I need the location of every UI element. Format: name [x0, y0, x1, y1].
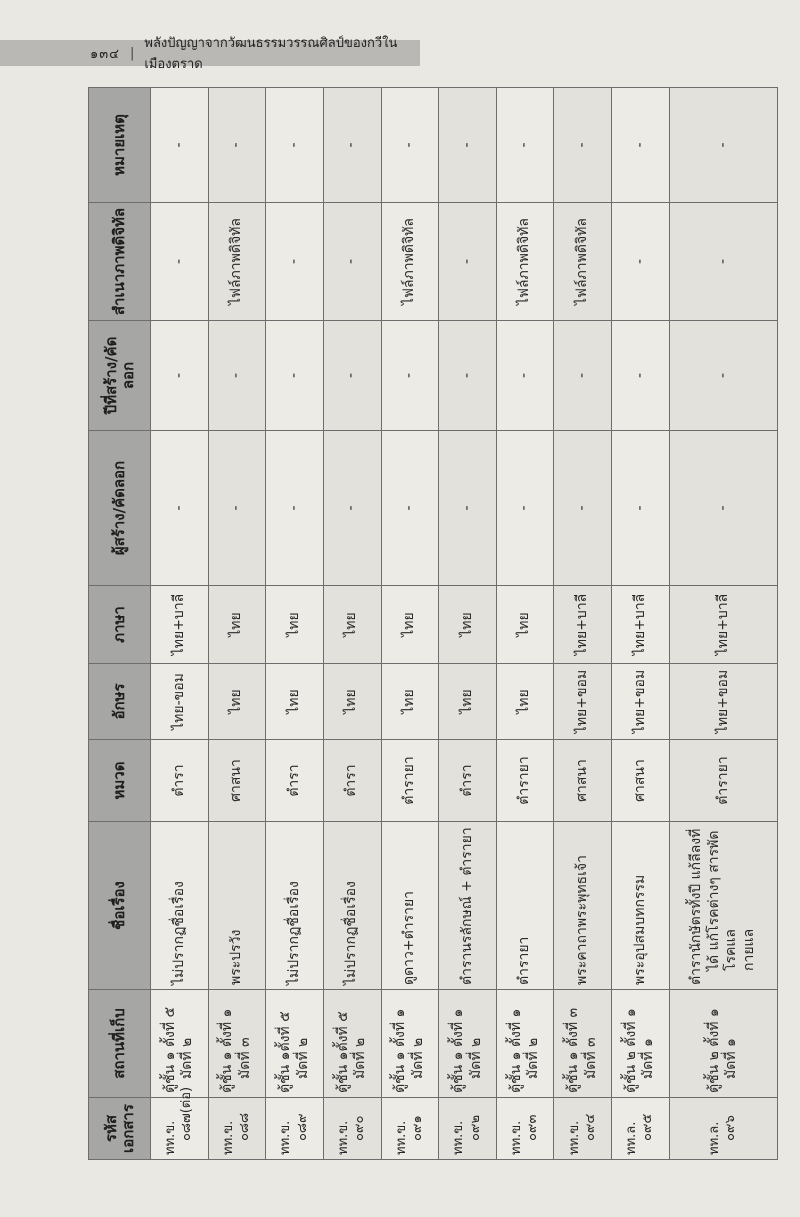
- category-cell-line: ศาสนา: [228, 759, 245, 802]
- storage-location-line: ตู้ชั้น ๑ ตั้งที่ ๕: [161, 1006, 178, 1093]
- table-row: [381, 88, 439, 1160]
- digital-copy-cell-line: ไฟล์ภาพดิจิทัล: [401, 218, 418, 305]
- note-cell: [151, 88, 209, 203]
- category-cell-line: ตำรายา: [401, 756, 418, 805]
- language-cell-line: ไทย+บาลี: [170, 593, 187, 656]
- year-cell-line: -: [458, 372, 475, 379]
- document-code-line: ๐๘๙: [294, 1113, 310, 1141]
- author-cell-line: -: [170, 505, 187, 511]
- category-cell: [554, 740, 612, 822]
- script-cell: [496, 664, 554, 740]
- storage-location-line: มัดที่ ๑: [723, 1038, 740, 1079]
- year-cell: [612, 321, 670, 431]
- language-cell-line: ไทย+บาลี: [714, 593, 731, 656]
- document-code: [151, 1086, 209, 1160]
- col-header-code: รหัสเอกสาร: [89, 1098, 151, 1160]
- author-cell-line: -: [401, 505, 418, 511]
- author-cell: [554, 431, 612, 586]
- header-row: [89, 88, 151, 1160]
- storage-location-line: ตู้ชั้น ๑ตั้งที่ ๕: [334, 1011, 351, 1093]
- note-cell-line: -: [285, 142, 302, 148]
- note-cell-line: -: [714, 142, 731, 148]
- storage-location-line: ตู้ชั้น ๑ ตั้งที่ ๑: [392, 1008, 409, 1093]
- script-cell: [323, 664, 381, 740]
- script-cell-line: ไทย: [458, 689, 475, 714]
- year-cell: [323, 321, 381, 431]
- storage-location-line: ตู้ชั้น ๑ ตั้งที่ ๓: [565, 1007, 582, 1093]
- digital-copy-cell-line: -: [714, 258, 731, 265]
- author-cell: [266, 431, 324, 586]
- digital-copy-cell: [496, 203, 554, 321]
- category-cell: [496, 740, 554, 822]
- document-title: [323, 822, 381, 990]
- script-cell: [151, 664, 209, 740]
- page-number: ๑๓๔: [90, 46, 120, 62]
- digital-copy-cell-line: ไฟล์ภาพดิจิทัล: [516, 218, 533, 305]
- book-title: พลังปัญญาจากวัฒนธรรมวรรณศิลป์ของกวีในเมืองตราด: [144, 36, 398, 72]
- language-cell-line: ไทย+บาลี: [631, 593, 648, 656]
- document-title-line: ตำรานักษัตรทั้งปี แก้ลีลงที่: [688, 828, 705, 985]
- storage-location-line: ตู้ชั้น ๑ตั้งที่ ๕: [277, 1011, 294, 1093]
- header-separator: |: [129, 45, 135, 61]
- storage-location: [323, 990, 381, 1098]
- script-cell-line: ไทย: [228, 689, 245, 714]
- author-cell-line: -: [285, 505, 302, 511]
- digital-copy-cell-line: -: [343, 258, 360, 265]
- language-cell: [669, 586, 777, 664]
- digital-copy-cell-line: -: [631, 258, 648, 265]
- year-cell-line: -: [574, 372, 591, 379]
- catalog-table-area: [88, 88, 778, 1160]
- storage-location-line: ตู้ชั้น ๒ ตั้งที่ ๑: [622, 1008, 639, 1093]
- author-cell-line: -: [574, 505, 591, 511]
- document-code-line: ทท.ข.: [393, 1120, 409, 1155]
- note-cell: [669, 88, 777, 203]
- document-code: [612, 1098, 670, 1160]
- document-code-line: ๐๙๔: [582, 1113, 598, 1141]
- script-cell-line: ไทย: [401, 689, 418, 714]
- year-cell-line: -: [631, 372, 648, 379]
- storage-location: [554, 990, 612, 1098]
- year-cell-line: -: [401, 372, 418, 379]
- digital-copy-cell: [381, 203, 439, 321]
- document-title: [612, 822, 670, 990]
- document-title-line: พระปรวัง: [228, 929, 245, 985]
- author-cell: [612, 431, 670, 586]
- category-cell-line: ตำรา: [170, 764, 187, 797]
- col-header-category: หมวด: [89, 740, 151, 822]
- document-code-line: ๐๘๗(ต่อ): [179, 1086, 195, 1141]
- document-title-line: พระคาถาพระพุทธเจ้า: [574, 855, 591, 985]
- digital-copy-cell: [151, 203, 209, 321]
- language-cell: [439, 586, 497, 664]
- digital-copy-cell-line: ไฟล์ภาพดิจิทัล: [228, 218, 245, 305]
- col-header-note: หมายเหตุ: [89, 88, 151, 203]
- storage-location: [496, 990, 554, 1098]
- digital-copy-cell: [669, 203, 777, 321]
- language-cell-line: ไทย: [458, 612, 475, 637]
- manuscript-catalog-table: [88, 87, 778, 1160]
- category-cell-line: ศาสนา: [574, 759, 591, 802]
- script-cell-line: ไทย+ขอม: [631, 669, 648, 734]
- category-cell-line: ตำรา: [343, 764, 360, 797]
- col-header-location: สถานที่เก็บ: [89, 990, 151, 1098]
- storage-location-line: มัดที่ ๒: [467, 1037, 484, 1079]
- year-cell: [554, 321, 612, 431]
- language-cell: [381, 586, 439, 664]
- table-row: [669, 88, 777, 1160]
- script-cell-line: ไทย: [343, 689, 360, 714]
- note-cell: [439, 88, 497, 203]
- year-cell: [208, 321, 266, 431]
- note-cell: [323, 88, 381, 203]
- author-cell-line: -: [516, 505, 533, 511]
- storage-location-line: ตู้ชั้น ๑ ตั้งที่ ๑: [219, 1008, 236, 1093]
- year-cell-line: -: [516, 372, 533, 379]
- language-cell-line: ไทย: [401, 612, 418, 637]
- category-cell: [151, 740, 209, 822]
- document-code-line: ทท.ข.: [451, 1120, 467, 1155]
- script-cell: [439, 664, 497, 740]
- digital-copy-cell: [439, 203, 497, 321]
- year-cell: [266, 321, 324, 431]
- language-cell: [554, 586, 612, 664]
- document-title: [381, 822, 439, 990]
- document-title: [151, 822, 209, 990]
- language-cell-line: ไทย: [285, 612, 302, 637]
- note-cell-line: -: [516, 142, 533, 148]
- year-cell-line: -: [343, 372, 360, 379]
- language-cell-line: ไทย+บาลี: [574, 593, 591, 656]
- language-cell-line: ไทย: [228, 612, 245, 637]
- author-cell: [208, 431, 266, 586]
- note-cell: [496, 88, 554, 203]
- category-cell: [323, 740, 381, 822]
- note-cell-line: -: [401, 142, 418, 148]
- script-cell-line: ไทย+ขอม: [714, 669, 731, 734]
- category-cell: [208, 740, 266, 822]
- note-cell: [266, 88, 324, 203]
- year-cell: [151, 321, 209, 431]
- document-title-line: ไม่ปรากฏชื่อเรื่อง: [285, 881, 302, 985]
- document-title-line: ได้ แก้โรคต่างๆ สารพัดโรคแล: [705, 830, 740, 971]
- document-code-line: ทท.ข.: [566, 1120, 582, 1155]
- author-cell-line: -: [714, 505, 731, 511]
- language-cell: [496, 586, 554, 664]
- col-header-title: ชื่อเรื่อง: [89, 822, 151, 990]
- script-cell-line: ไทย+ขอม: [574, 669, 591, 734]
- category-cell: [612, 740, 670, 822]
- language-cell: [151, 586, 209, 664]
- document-code-line: ๐๙๖: [723, 1115, 739, 1141]
- digital-copy-cell-line: -: [458, 258, 475, 265]
- document-code: [554, 1098, 612, 1160]
- category-cell-line: ตำรา: [285, 764, 302, 797]
- note-cell: [612, 88, 670, 203]
- document-code-line: ๐๙๓: [525, 1114, 541, 1141]
- language-cell: [612, 586, 670, 664]
- storage-location: [669, 990, 777, 1098]
- category-cell-line: ศาสนา: [631, 759, 648, 802]
- document-code-line: ๐๙๐: [352, 1115, 368, 1141]
- script-cell: [266, 664, 324, 740]
- storage-location-line: มัดที่ ๒: [409, 1037, 426, 1079]
- col-header-language: ภาษา: [89, 586, 151, 664]
- note-cell-line: -: [343, 142, 360, 148]
- script-cell-line: ไทย-ขอม: [170, 673, 187, 730]
- document-title-line: พระอุปสมบทกรรม: [631, 874, 648, 985]
- digital-copy-cell: [208, 203, 266, 321]
- note-cell-line: -: [228, 142, 245, 148]
- category-cell: [669, 740, 777, 822]
- note-cell-line: -: [574, 142, 591, 148]
- document-code: [439, 1098, 497, 1160]
- document-code-line: ๐๙๒: [467, 1114, 483, 1141]
- col-header-digital: สำเนาภาพดิจิทัล: [89, 203, 151, 321]
- author-cell-line: -: [458, 505, 475, 511]
- author-cell-line: -: [228, 505, 245, 511]
- author-cell: [439, 431, 497, 586]
- document-code-line: ๐๘๘: [236, 1113, 252, 1141]
- digital-copy-cell: [554, 203, 612, 321]
- document-title: [266, 822, 324, 990]
- storage-location-line: มัดที่ ๑: [640, 1038, 657, 1079]
- author-cell-line: -: [343, 505, 360, 511]
- storage-location-line: ตู้ชั้น ๑ ตั้งที่ ๑: [450, 1008, 467, 1093]
- storage-location-line: มัดที่ ๒: [179, 1037, 196, 1079]
- language-cell-line: ไทย: [343, 612, 360, 637]
- category-cell-line: ตำรา: [458, 764, 475, 797]
- table-row: [266, 88, 324, 1160]
- document-title: [496, 822, 554, 990]
- document-title-line: ดูดาว+ตำรายา: [401, 890, 418, 985]
- storage-location: [151, 990, 209, 1098]
- year-cell-line: -: [228, 372, 245, 379]
- table-row: [554, 88, 612, 1160]
- document-code-line: ทท.ล.: [624, 1121, 640, 1155]
- author-cell: [669, 431, 777, 586]
- digital-copy-cell-line: ไฟล์ภาพดิจิทัล: [574, 218, 591, 305]
- document-code-line: ทท.ข.: [508, 1120, 524, 1155]
- table-row: [151, 88, 209, 1160]
- year-cell-line: -: [714, 372, 731, 379]
- storage-location-line: มัดที่ ๓: [582, 1037, 599, 1079]
- document-title-line: กายแล: [740, 928, 757, 971]
- script-cell: [669, 664, 777, 740]
- document-code-line: ๐๙๑: [409, 1115, 425, 1141]
- document-code-line: ทท.ข.: [335, 1120, 351, 1155]
- script-cell: [554, 664, 612, 740]
- document-code: [496, 1098, 554, 1160]
- document-code-line: ทท.ข.: [220, 1120, 236, 1155]
- author-cell: [323, 431, 381, 586]
- note-cell-line: -: [631, 142, 648, 148]
- category-cell: [439, 740, 497, 822]
- language-cell: [208, 586, 266, 664]
- language-cell: [266, 586, 324, 664]
- table-row: [612, 88, 670, 1160]
- document-code-line: ทท.ข.: [163, 1120, 179, 1155]
- table-row: [496, 88, 554, 1160]
- storage-location: [208, 990, 266, 1098]
- table-row: [323, 88, 381, 1160]
- storage-location-line: มัดที่ ๓: [236, 1037, 253, 1079]
- year-cell: [669, 321, 777, 431]
- note-cell-line: -: [458, 142, 475, 148]
- storage-location: [381, 990, 439, 1098]
- running-header: [0, 36, 420, 72]
- note-cell: [381, 88, 439, 203]
- note-cell-line: -: [170, 142, 187, 148]
- note-cell: [208, 88, 266, 203]
- storage-location-line: ตู้ชั้น ๑ ตั้งที่ ๑: [507, 1008, 524, 1093]
- digital-copy-cell: [612, 203, 670, 321]
- digital-copy-cell: [323, 203, 381, 321]
- digital-copy-cell-line: -: [285, 258, 302, 265]
- document-title-line: ไม่ปรากฏชื่อเรื่อง: [343, 881, 360, 985]
- category-cell-line: ตำรายา: [516, 756, 533, 805]
- storage-location: [266, 990, 324, 1098]
- year-cell: [381, 321, 439, 431]
- category-cell: [381, 740, 439, 822]
- col-header-author: ผู้สร้าง/คัดลอก: [89, 431, 151, 586]
- storage-location: [439, 990, 497, 1098]
- script-cell-line: ไทย: [285, 689, 302, 714]
- script-cell: [208, 664, 266, 740]
- note-cell: [554, 88, 612, 203]
- year-cell: [496, 321, 554, 431]
- document-title-line: ตำรานรลักษณ์ + ตำรายา: [458, 827, 475, 985]
- document-code: [208, 1098, 266, 1160]
- storage-location-line: มัดที่ ๒: [525, 1037, 542, 1079]
- digital-copy-cell-line: -: [170, 258, 187, 265]
- document-title: [669, 822, 777, 990]
- document-title: [554, 822, 612, 990]
- document-title-line: ไม่ปรากฏชื่อเรื่อง: [170, 881, 187, 985]
- category-cell: [266, 740, 324, 822]
- year-cell: [439, 321, 497, 431]
- document-title: [208, 822, 266, 990]
- document-code: [266, 1098, 324, 1160]
- storage-location: [612, 990, 670, 1098]
- col-header-script: อักษร: [89, 664, 151, 740]
- script-cell-line: ไทย: [516, 689, 533, 714]
- author-cell-line: -: [631, 505, 648, 511]
- language-cell-line: ไทย: [516, 612, 533, 637]
- document-code: [381, 1098, 439, 1160]
- year-cell-line: -: [285, 372, 302, 379]
- table-row: [208, 88, 266, 1160]
- language-cell: [323, 586, 381, 664]
- document-title-line: ตำรายา: [516, 936, 533, 985]
- document-code: [669, 1098, 777, 1160]
- col-header-year: ปีที่สร้าง/คัดลอก: [89, 321, 151, 431]
- author-cell: [496, 431, 554, 586]
- script-cell: [612, 664, 670, 740]
- author-cell: [151, 431, 209, 586]
- storage-location-line: ตู้ชั้น ๒ ตั้งที่ ๑: [705, 1008, 722, 1093]
- document-code-line: ทท.ล.: [707, 1121, 723, 1155]
- document-title: [439, 822, 497, 990]
- year-cell-line: -: [170, 372, 187, 379]
- storage-location-line: มัดที่ ๒: [294, 1037, 311, 1079]
- document-code-line: ๐๙๕: [640, 1113, 656, 1141]
- storage-location-line: มัดที่ ๒: [352, 1037, 369, 1079]
- digital-copy-cell: [266, 203, 324, 321]
- category-cell-line: ตำรายา: [714, 756, 731, 805]
- author-cell: [381, 431, 439, 586]
- document-code-line: ทท.ข.: [278, 1120, 294, 1155]
- document-code: [323, 1098, 381, 1160]
- script-cell: [381, 664, 439, 740]
- table-row: [439, 88, 497, 1160]
